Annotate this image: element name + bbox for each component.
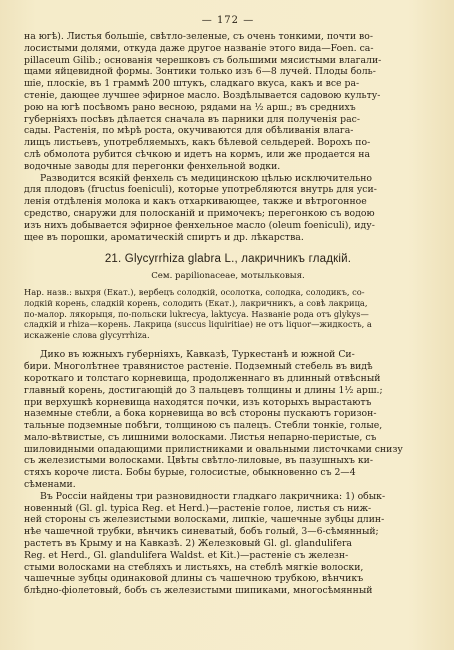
- text-line: рою на югѣ посѣвомъ рано весною, рядами на ½ арш.; въ среднихъ: [24, 101, 356, 113]
- text-line: мало-вѣтвистые, съ лишними волосками. Листья непарно-перистые, съ: [24, 431, 377, 443]
- text-line: шиловидными опадающими прилистниками и овальными листочками снизу: [24, 443, 403, 455]
- text-line: наземные стебли, а бока корневища во всѣ стороны пускаютъ горизон-: [24, 408, 377, 420]
- text-line: pillaceum Gilib.; основанія черешковъ съ большими мясистыми влагали-: [24, 54, 382, 66]
- text-line: сладкій и rhiza—корень. Лакрица (succus liquiritiae) не отъ liquor—жидкость, а: [24, 319, 372, 330]
- text-line: нѣе чашечной трубки, вѣнчикъ синеватый, бобъ голый, 3—6-сѣмянный;: [24, 526, 379, 538]
- text-line: средство, снаружи для полосканій и примочекъ; перегонкою съ водою: [24, 207, 375, 219]
- text-line: стеніе, дающее лучшее эфирное масло. Воздѣлывается садовою культу-: [24, 89, 381, 101]
- text-line: щее въ порошки, ароматическій спиртъ и др. лѣкарства.: [24, 231, 304, 243]
- text-line: стыми волосками на стебляхъ и листьяхъ, на стеблѣ мягкіе волоски,: [24, 561, 364, 573]
- text-line: щами яйцевидной формы. Зонтики только изъ 6—8 лучей. Плоды боль-: [24, 66, 376, 78]
- text-line: тальные подземные побѣги, толщиною съ палецъ. Стебли тонкіе, голые,: [24, 420, 383, 432]
- text-line: ленія отдѣленія молока и какъ отхаркивающее, также и вѣтрогонное: [24, 196, 367, 208]
- text-line: сѣменами.: [24, 479, 76, 491]
- text-line: для плодовъ (fructus foeniculi), которые употребляются внутрь для уси-: [24, 184, 377, 196]
- text-line: по-малор. лякорыця, по-польски lukrecya, laktycya. Названіе рода отъ glykys—: [24, 308, 369, 319]
- text-line: стяхъ короче листа. Бобы бурые, голосистые, обыкновенно съ 2—4: [24, 467, 356, 479]
- family-line: Сем. papilionaceae, мотыльковыя.: [151, 271, 305, 282]
- text-line: Въ Россіи найдены три разновидности гладкаго лакричника: 1) обык-: [40, 490, 386, 502]
- text-line: новенный (Gl. gl. typica Reg. et Herd.)—растеніе голое, листья съ ниж-: [24, 502, 372, 514]
- text-line: при верхушкѣ корневища находятся почки, изъ которыхъ вырастаютъ: [24, 396, 372, 408]
- vernacular-names-paragraph: [24, 287, 432, 340]
- text-line: Разводится всякій фенхель съ медицинскою цѣлью исключительно: [40, 172, 373, 184]
- text-line: губерніяхъ посѣвъ дѣлается сначала въ парники для полученія рас-: [24, 113, 360, 125]
- text-line: съ железистыми волосками. Цвѣты свѣтло-лиловые, въ пазушныхъ ки-: [24, 455, 373, 467]
- text-line: Reg. et Herd., Gl. glandulifera Waldst. et Kit.)—растеніе съ железн-: [24, 549, 349, 561]
- fennel-usage-paragraph: [24, 173, 432, 244]
- text-line: чашечные зубцы одинаковой длины съ чашечною трубкою, вѣнчикъ: [24, 573, 364, 585]
- intro-paragraph: [24, 31, 432, 173]
- varieties-paragraph: [24, 491, 432, 597]
- text-line: сады. Растенія, по мѣрѣ роста, окучиваются для обѣливанія влага-: [24, 125, 354, 137]
- text-line: главный корень, достигающій до 3 пальцевъ толщины и длины 1½ арш.;: [24, 384, 383, 396]
- text-line: лищъ листьевъ, употребляемыхъ, какъ бѣлевой сельдерей. Ворохъ по-: [24, 137, 371, 149]
- text-line: бири. Многолѣтнее травянистое растеніе. Подземный стебель въ видѣ: [24, 361, 373, 373]
- text-line: изъ нихъ добывается эфирное фенхельное масло (oleum foeniculi), иду-: [24, 219, 375, 231]
- text-line: водочные заводы для перегонки фенхельной водки.: [24, 160, 281, 172]
- text-line: шіе, плоскіе, въ 1 граммѣ 200 штукъ, сладкаго вкуса, какъ и все ра-: [24, 78, 360, 90]
- page-number: — 172 —: [201, 15, 255, 26]
- text-line: лодкій корень, сладкій корень, солодить (Екат.), лакричникъ, а совѣ лакрица,: [24, 297, 368, 308]
- text-line: слѣ обмолота рубится сѣчкою и идетъ на кормъ, или же продается на: [24, 148, 371, 160]
- text-line: Дико въ южныхъ губерніяхъ, Кавказѣ, Туркестанѣ и южной Си-: [40, 349, 355, 361]
- text-line: Нар. назв.: выхря (Екат.), вербецъ солодкій, осолотка, солодка, солодикъ, со-: [24, 287, 365, 298]
- text-line: на югѣ). Листья большіе, свѣтло-зеленые, съ очень тонкими, почти во-: [24, 31, 374, 42]
- text-line: лосистыми долями, откуда даже другое названіе этого вида—Foen. ca-: [24, 42, 374, 54]
- section-heading: 21. Glycyrrhiza glabra L., лакричникъ гладкій.: [104, 253, 352, 266]
- text-line: растетъ въ Крыму и на Кавказѣ. 2) Железковый Gl. gl. glandulifera: [24, 538, 352, 550]
- description-paragraph: [24, 349, 432, 491]
- text-line: искаженіе слова glycyrrhiza.: [24, 329, 150, 340]
- text-line: ней стороны съ железистыми волосками, липкіе, чашечные зубцы длин-: [24, 514, 385, 526]
- text-line: короткаго и толстаго корневища, продолженнаго въ длинный отвѣсный: [24, 372, 381, 384]
- text-line: блѣдно-фіолетовый, бобъ съ железистыми шипиками, многосѣмянный: [24, 585, 373, 597]
